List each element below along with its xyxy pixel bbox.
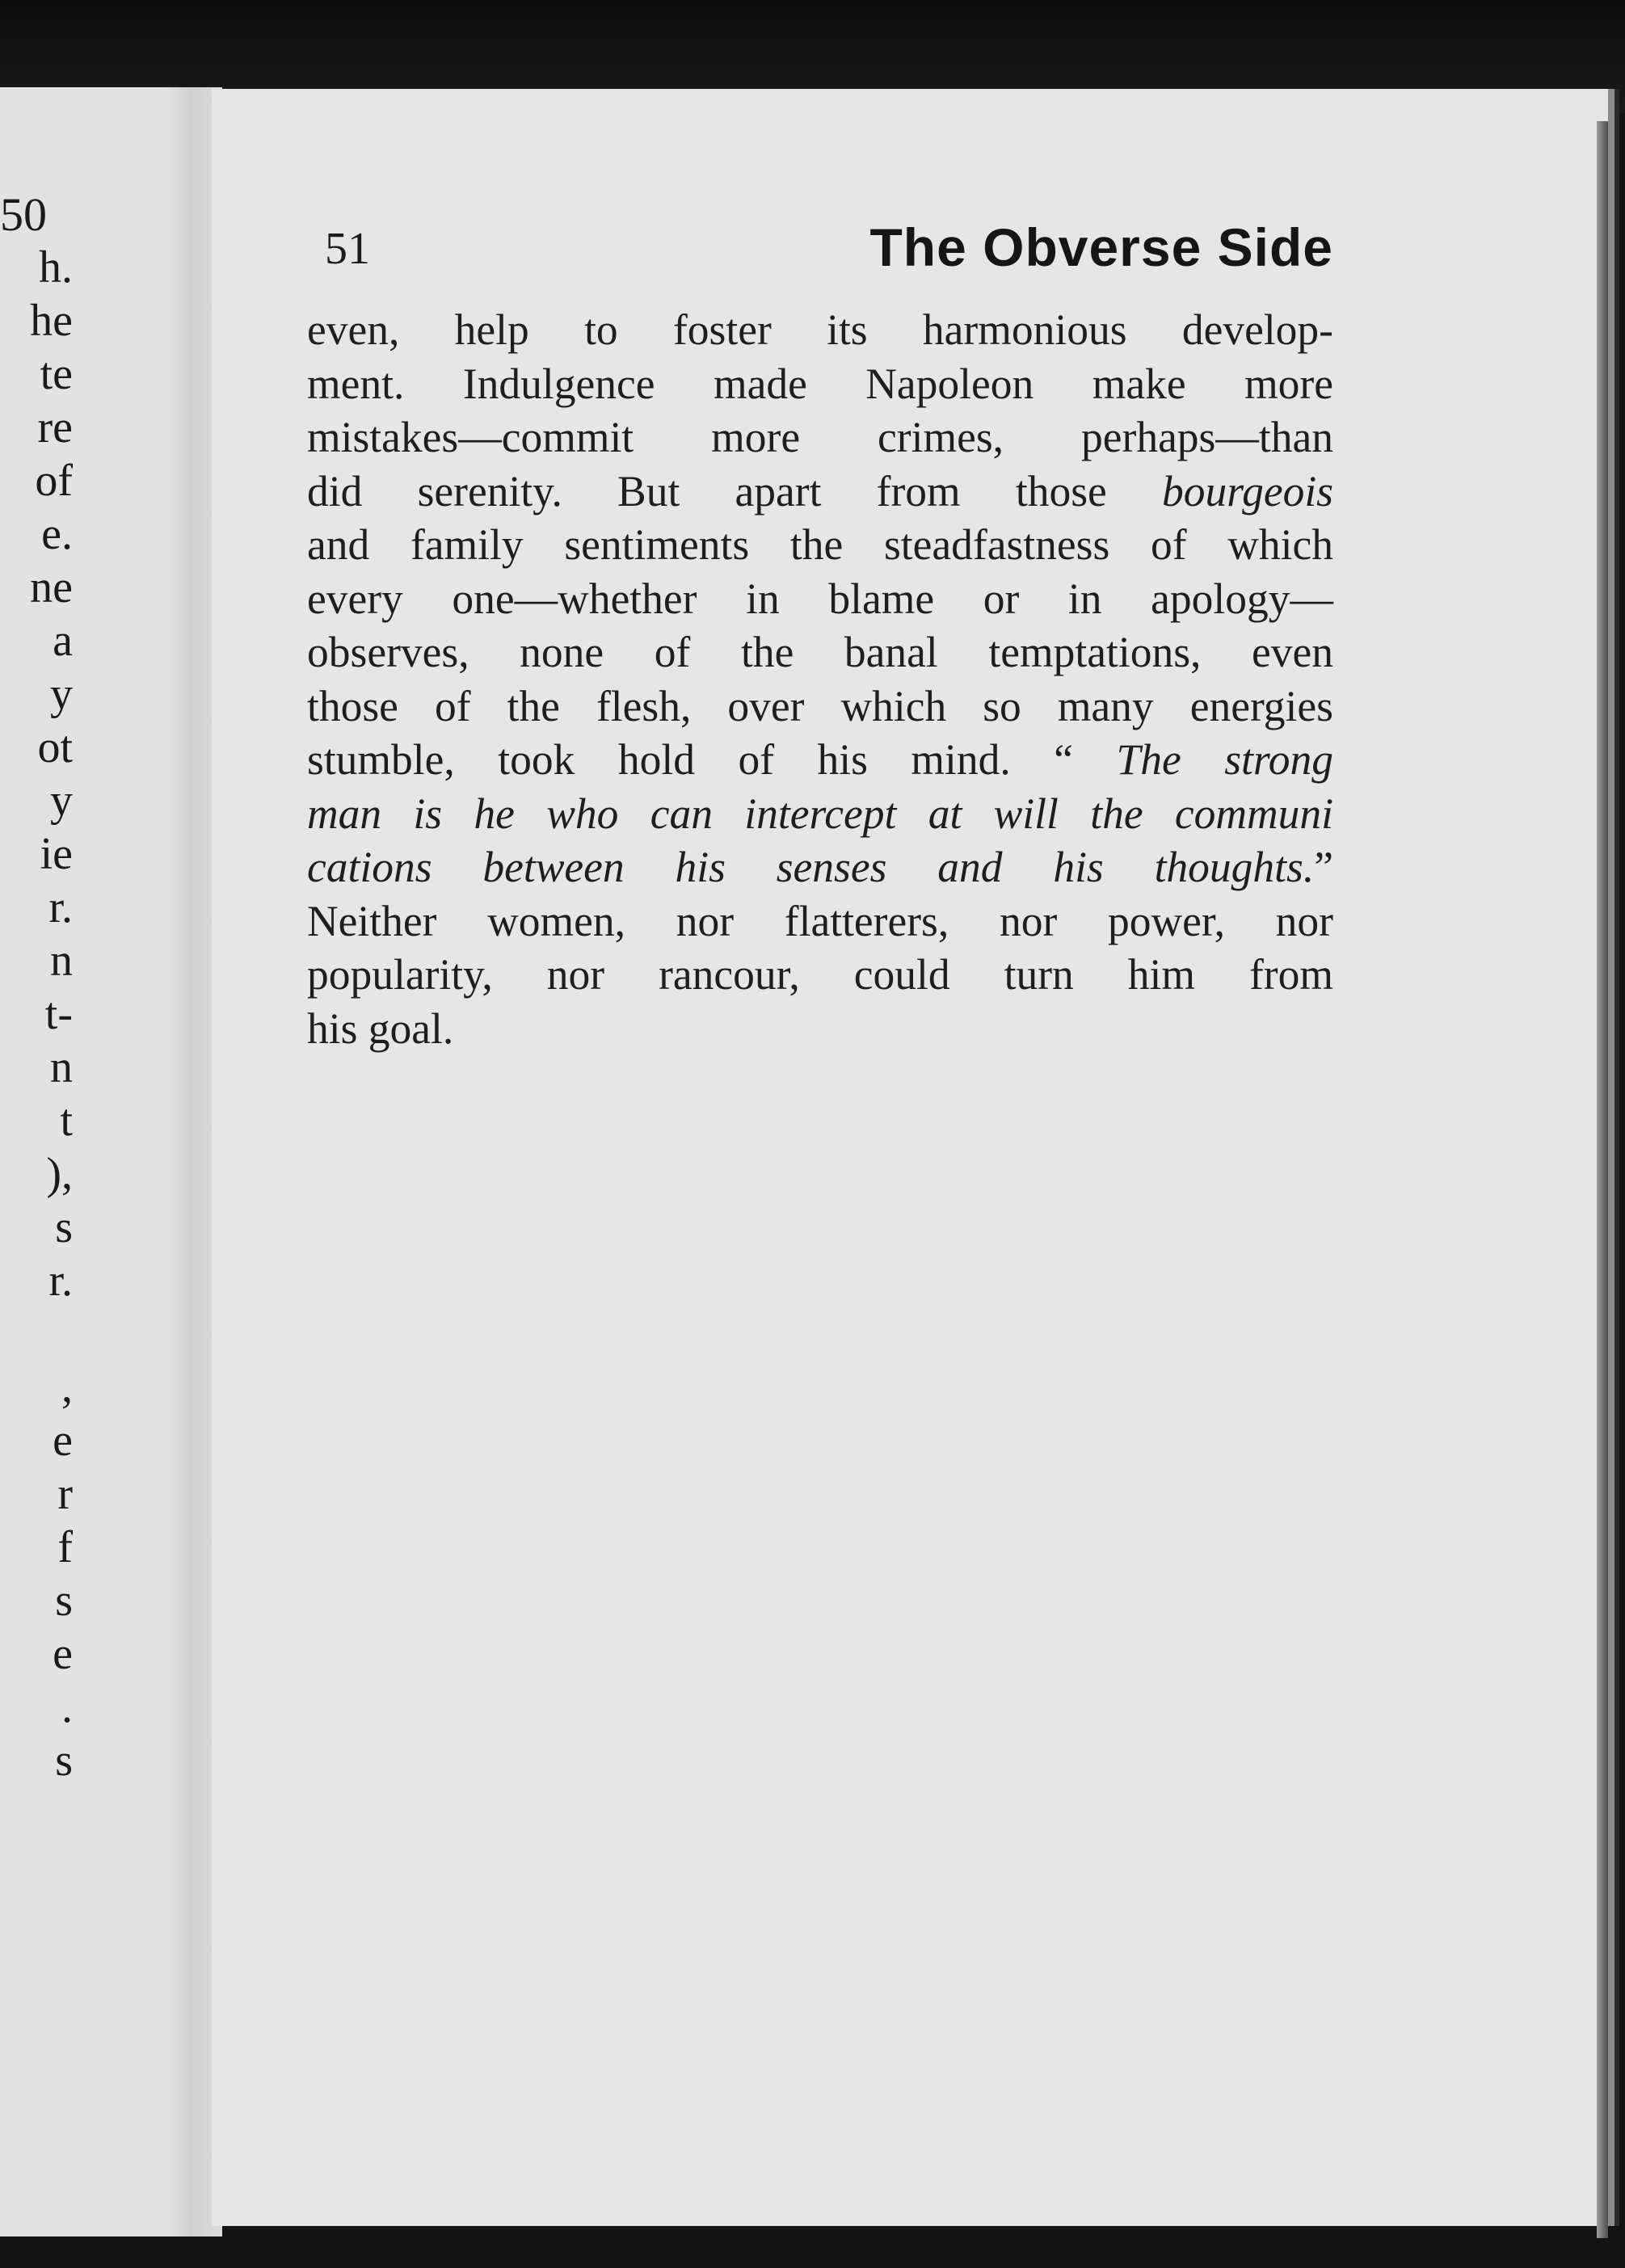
left-page-line-fragment: ), <box>46 1149 73 1199</box>
text-segment: stumble, took hold of his mind. “ <box>307 735 1117 784</box>
left-page-line-fragment: y <box>50 776 73 826</box>
left-page-line-fragment: s <box>55 1576 73 1626</box>
left-page-line-fragment: a <box>53 616 73 666</box>
text-line <box>307 1002 1333 1056</box>
running-title: The Obverse Side <box>869 217 1333 277</box>
text-line <box>307 303 1333 357</box>
italic-text: bourgeois <box>1161 466 1333 515</box>
text-line <box>307 625 1333 680</box>
text-segment: and family sentiments the steadfastness of which <box>307 520 1333 569</box>
left-page-line-fragment: n <box>50 936 73 986</box>
text-segment: his goal. <box>307 1004 454 1053</box>
text-segment: Neither women, nor flatterers, nor power, nor <box>307 896 1333 945</box>
left-page-line-fragment: ie <box>40 829 73 879</box>
left-page-line-fragment: f <box>57 1522 73 1572</box>
text-line <box>307 894 1333 949</box>
text-line <box>307 572 1333 626</box>
left-page-line-fragment: e <box>53 1629 73 1679</box>
left-page-line-fragment: ne <box>30 562 73 612</box>
italic-text: man is he who can intercept at will the communi <box>307 789 1333 838</box>
left-page-line-fragment: , <box>61 1362 73 1412</box>
left-page-line-fragment: h. <box>39 242 73 292</box>
left-page-line-fragment <box>0 1307 73 1361</box>
text-segment: observes, none of the banal temptations, even <box>307 628 1333 676</box>
left-page-line-fragment: y <box>50 669 73 719</box>
text-segment: popularity, nor rancour, could turn him from <box>307 950 1333 999</box>
text-segment: ” <box>1314 843 1333 891</box>
left-page-line-fragment: . <box>61 1682 73 1732</box>
text-line <box>307 787 1333 841</box>
left-page-line-fragment: t- <box>44 989 73 1039</box>
text-line <box>307 948 1333 1002</box>
left-page-text-fragments <box>0 187 73 1787</box>
text-segment: every one—whether in blame or in apology— <box>307 574 1333 623</box>
left-page-line-fragment: he <box>30 296 73 346</box>
left-page-spacer <box>0 187 73 241</box>
text-line <box>307 357 1333 411</box>
page-edge <box>1597 121 1608 2238</box>
body-text <box>307 303 1333 1055</box>
left-page-line-fragment: t <box>60 1096 73 1146</box>
left-page-line-fragment: te <box>40 349 73 399</box>
italic-text: The strong <box>1116 735 1333 784</box>
left-page-line-fragment: e. <box>41 509 73 559</box>
text-segment: even, help to foster its harmonious develop- <box>307 305 1333 354</box>
text-line <box>307 680 1333 734</box>
text-line <box>307 465 1333 519</box>
left-page-line-fragment: s <box>55 1736 73 1786</box>
text-line <box>307 410 1333 465</box>
text-segment: those of the flesh, over which so many energies <box>307 681 1333 730</box>
text-segment: did serenity. But apart from those <box>307 466 1162 515</box>
left-page-line-fragment: r. <box>48 882 73 932</box>
text-segment: ment. Indulgence made Napoleon make more <box>307 359 1333 408</box>
text-line <box>307 840 1333 894</box>
left-page-line-fragment: of <box>35 456 73 506</box>
left-page-line-fragment: ot <box>37 722 73 772</box>
left-page-line-fragment: r <box>57 1469 73 1519</box>
left-page-line-fragment: r. <box>48 1256 73 1306</box>
text-line <box>307 518 1333 572</box>
left-page-line-fragment: re <box>37 402 73 452</box>
left-page-line-fragment: e <box>53 1416 73 1466</box>
text-line <box>307 733 1333 787</box>
italic-text: cations between his senses and his thoughts. <box>307 843 1315 891</box>
left-page-line-fragment: n <box>50 1042 73 1092</box>
left-page-line-fragment: s <box>55 1202 73 1252</box>
page-header <box>325 217 1333 289</box>
left-page-number: 50 <box>0 188 47 241</box>
text-segment: mistakes—commit more crimes, perhaps—than <box>307 413 1333 461</box>
page-number: 51 <box>325 224 370 274</box>
